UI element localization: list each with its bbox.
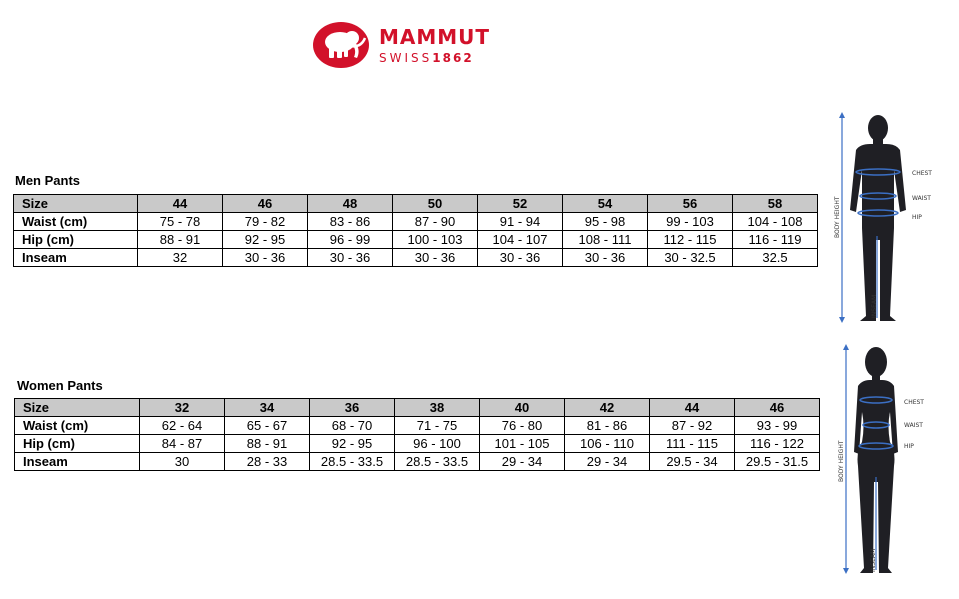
brand-tagline: [379, 52, 474, 64]
body-height-label: BODY HEIGHT: [838, 440, 845, 482]
table-row: [14, 231, 818, 249]
hip-label: HIP: [912, 214, 922, 221]
table-cell: 116 - 122: [735, 435, 820, 453]
table-cell: 83 - 86: [308, 213, 393, 231]
brand-name: MAMMUT: [379, 25, 491, 49]
table-cell: 30 - 36: [478, 249, 563, 267]
table-cell: 79 - 82: [223, 213, 308, 231]
table-cell: 76 - 80: [480, 417, 565, 435]
table-cell: 95 - 98: [563, 213, 648, 231]
table-cell: 68 - 70: [310, 417, 395, 435]
size-header-cell: 50: [393, 195, 478, 213]
table-cell: 29.5 - 34: [650, 453, 735, 471]
table-cell: 100 - 103: [393, 231, 478, 249]
table-cell: 30 - 36: [308, 249, 393, 267]
table-cell: 30: [140, 453, 225, 471]
table-cell: 28.5 - 33.5: [310, 453, 395, 471]
row-label: Inseam: [15, 453, 140, 471]
row-label: Waist (cm): [14, 213, 138, 231]
table-cell: 104 - 108: [733, 213, 818, 231]
men-header-row: [14, 195, 818, 213]
table-cell: 106 - 110: [565, 435, 650, 453]
women-measurement-figure: [830, 342, 940, 578]
size-header-cell: 32: [140, 399, 225, 417]
chest-label: CHEST: [904, 399, 924, 406]
size-header-cell: 58: [733, 195, 818, 213]
table-cell: 91 - 94: [478, 213, 563, 231]
table-row: [14, 213, 818, 231]
table-row: [14, 249, 818, 267]
table-cell: 112 - 115: [648, 231, 733, 249]
mammoth-emblem-icon: [311, 20, 375, 70]
row-label: Hip (cm): [14, 231, 138, 249]
table-cell: 28 - 33: [225, 453, 310, 471]
table-cell: 30 - 32.5: [648, 249, 733, 267]
size-header-cell: 38: [395, 399, 480, 417]
table-row: [15, 453, 820, 471]
size-header-cell: 40: [480, 399, 565, 417]
table-cell: 116 - 119: [733, 231, 818, 249]
row-label: Hip (cm): [15, 435, 140, 453]
size-header-cell: 54: [563, 195, 648, 213]
size-header-cell: 46: [735, 399, 820, 417]
size-header-cell: 56: [648, 195, 733, 213]
table-cell: 29 - 34: [565, 453, 650, 471]
table-cell: 75 - 78: [138, 213, 223, 231]
brand-tagline-year: 1862: [432, 51, 474, 65]
table-cell: 88 - 91: [138, 231, 223, 249]
waist-label: WAIST: [912, 195, 931, 202]
table-cell: 30 - 36: [223, 249, 308, 267]
table-cell: 96 - 99: [308, 231, 393, 249]
table-cell: 84 - 87: [140, 435, 225, 453]
size-header-label: Size: [15, 399, 140, 417]
table-cell: 62 - 64: [140, 417, 225, 435]
table-row: [15, 417, 820, 435]
table-cell: 111 - 115: [650, 435, 735, 453]
brand-tagline-word: SWISS: [379, 51, 433, 65]
size-header-cell: 44: [138, 195, 223, 213]
inseam-label: INSEAM: [871, 294, 878, 318]
table-cell: 30 - 36: [393, 249, 478, 267]
table-cell: 99 - 103: [648, 213, 733, 231]
size-header-cell: 42: [565, 399, 650, 417]
table-cell: 108 - 111: [563, 231, 648, 249]
mammut-logo: [311, 20, 526, 70]
women-pants-title: Women Pants: [17, 378, 103, 393]
table-cell: 30 - 36: [563, 249, 648, 267]
chest-label: CHEST: [912, 170, 932, 177]
women-size-table: [14, 398, 820, 471]
table-cell: 28.5 - 33.5: [395, 453, 480, 471]
row-label: Inseam: [14, 249, 138, 267]
hip-label: HIP: [904, 443, 914, 450]
row-label: Waist (cm): [15, 417, 140, 435]
table-cell: 96 - 100: [395, 435, 480, 453]
table-cell: 81 - 86: [565, 417, 650, 435]
table-cell: 101 - 105: [480, 435, 565, 453]
size-header-cell: 52: [478, 195, 563, 213]
size-header-cell: 48: [308, 195, 393, 213]
table-cell: 32.5: [733, 249, 818, 267]
table-row: [15, 435, 820, 453]
inseam-label: INSEAM: [870, 548, 877, 572]
table-cell: 92 - 95: [223, 231, 308, 249]
table-cell: 29 - 34: [480, 453, 565, 471]
men-silhouette: [850, 115, 906, 321]
size-header-cell: 46: [223, 195, 308, 213]
size-header-cell: 34: [225, 399, 310, 417]
size-header-cell: 36: [310, 399, 395, 417]
men-pants-title: Men Pants: [15, 173, 81, 188]
table-cell: 104 - 107: [478, 231, 563, 249]
body-height-label: BODY HEIGHT: [834, 196, 841, 238]
table-cell: 29.5 - 31.5: [735, 453, 820, 471]
table-cell: 93 - 99: [735, 417, 820, 435]
table-cell: 92 - 95: [310, 435, 395, 453]
table-cell: 88 - 91: [225, 435, 310, 453]
table-cell: 32: [138, 249, 223, 267]
size-header-cell: 44: [650, 399, 735, 417]
table-cell: 65 - 67: [225, 417, 310, 435]
table-cell: 87 - 90: [393, 213, 478, 231]
table-cell: 71 - 75: [395, 417, 480, 435]
size-header-label: Size: [14, 195, 138, 213]
table-cell: 87 - 92: [650, 417, 735, 435]
men-measurement-figure: [830, 110, 940, 325]
women-header-row: [15, 399, 820, 417]
waist-label: WAIST: [904, 422, 923, 429]
men-size-table: [13, 194, 818, 267]
